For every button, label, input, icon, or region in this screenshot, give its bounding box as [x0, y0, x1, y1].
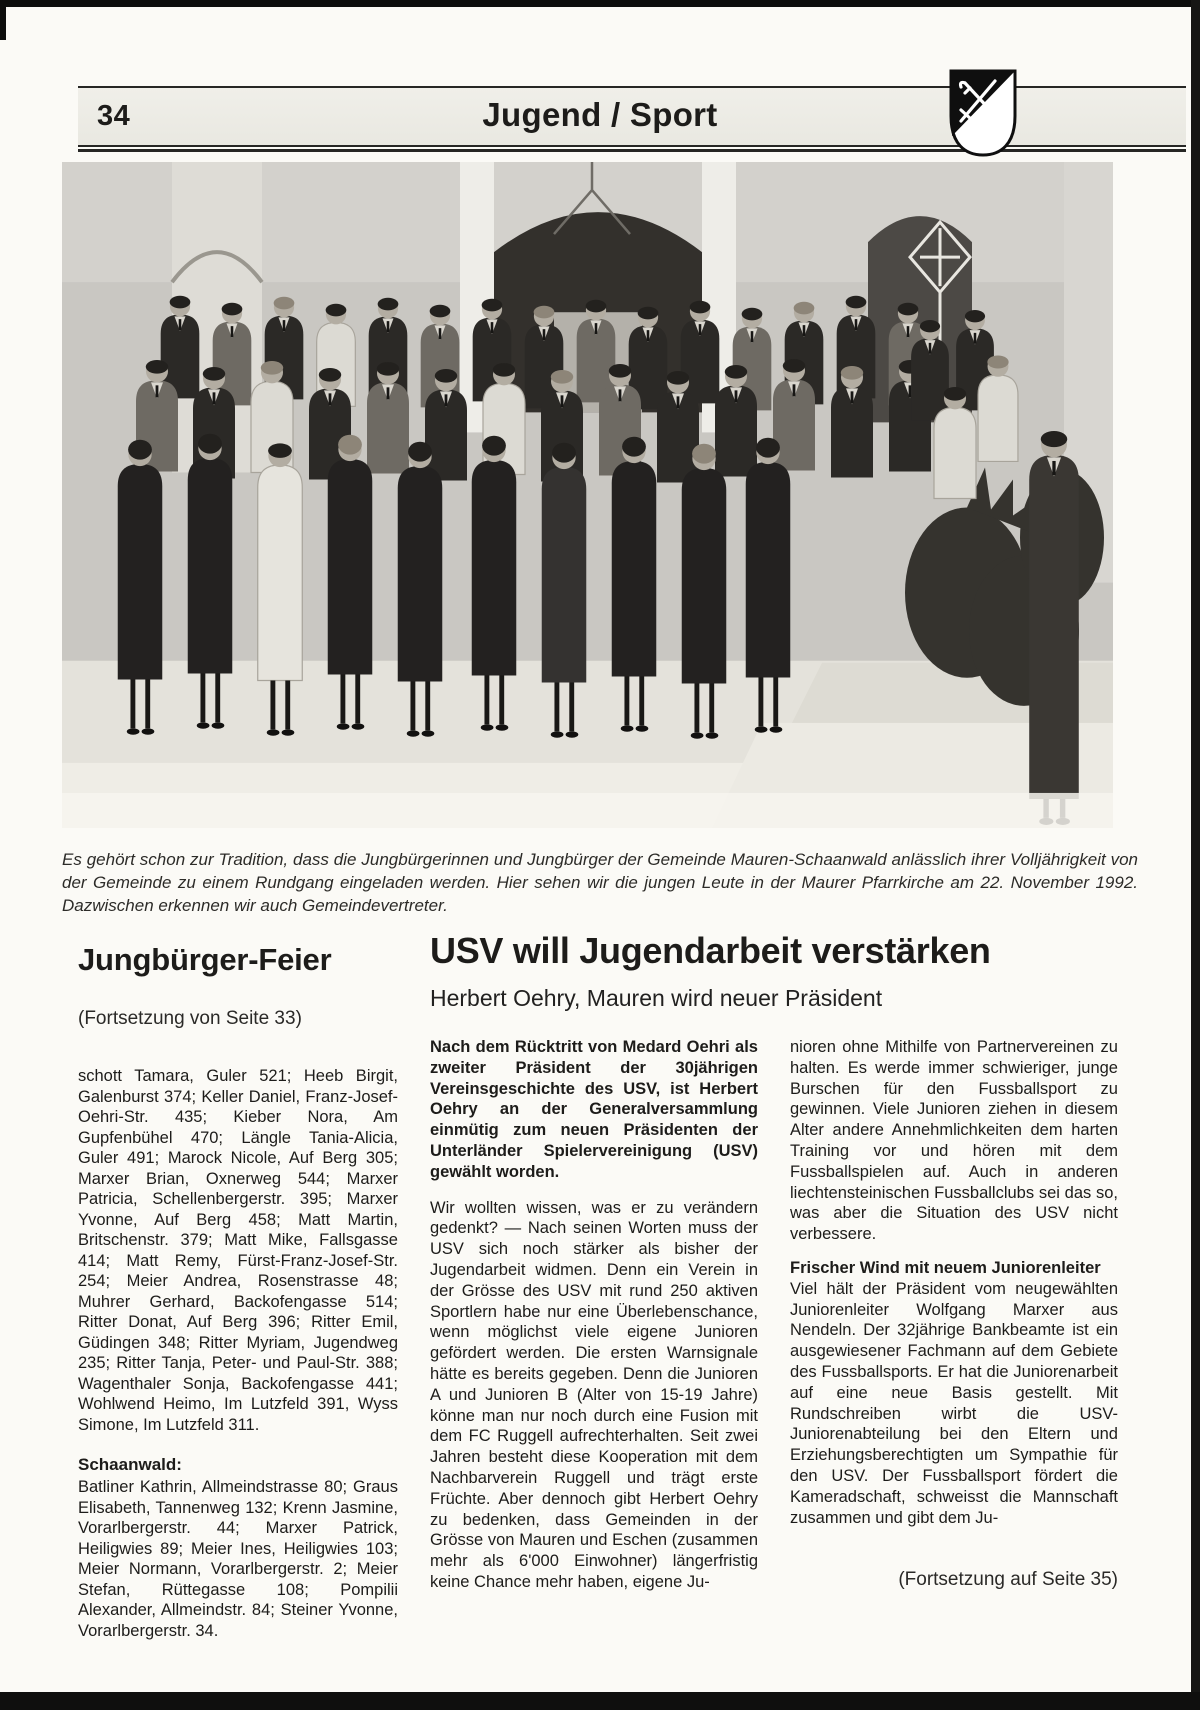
section-title: Jugend / Sport: [482, 96, 718, 133]
schaanwald-heading: Schaanwald:: [78, 1455, 182, 1474]
article-usv: [430, 930, 1118, 1593]
schaanwald-name-list: Batliner Kathrin, Allmeindstrasse 80; Graus Elisabeth, Tannenweg 132; Krenn Jasmine, Vorarlbergerstr. 44; Marxer Patrick, Heiligwies 89; Meier Ines, Heiligwies 103; Meier Normann, Vorarlbergerstr. 2; Meier Stefan, Rüttegasse 108; Pompilii Alexander, Allmeindstr. 84; Steiner Yvonne, Vorarlbergerstr. 34.: [78, 1478, 398, 1640]
photo-caption: Es gehört schon zur Tradition, dass die Jungbürgerinnen und Jungbürger der Gemeinde Mauren-Schaanwald anlässlich ihrer Volljährigkeit von der Gemeinde zu einem Rundgang eingeladen werden. Hier sehen wir die jungen Leute in der Maurer Pfarrkirche am 22. November 1992. Dazwischen erkennen wir auch Gemeindevertreter.: [62, 850, 1138, 915]
paragraph: Viel hält der Präsident vom neugewählten Juniorenleiter Wolfgang Marxer aus Nendeln. Der 32jährige Bankbeamte ist ein ausgewiesener Fachmann auf dem Gebiete des Fussballsports. Er hat die Juniorenarbeit auf eine neue Basis gestellt. Mit Rundschreiben wirbt die USV-Juniorenabteilung bei den Eltern und Erziehungsberechtigten um Sympathie für den USV. Der Fussballsport fördert die Kameradschaft, schweisst die Mannschaft zusammen und gibt dem Ju-: [790, 1279, 1118, 1527]
page-number: 34: [97, 100, 131, 132]
column-1: [430, 1037, 758, 1593]
lead-paragraph: Nach dem Rücktritt von Medard Oehri als zweiter Präsident der 30jährigen Vereinsgeschichte des USV, ist Herbert Oehry an der Generalversammlung einmütig zum neuen Präsidenten der Unterländer Spielervereinigung (USV) gewählt worden.: [430, 1038, 758, 1181]
headline: USV will Jugendarbeit verstärken: [430, 930, 991, 971]
article-title: Jungbürger-Feier: [78, 942, 332, 977]
paragraph: Wir wollten wissen, was er zu verändern gedenkt? — Nach seinen Worten muss der USV sich noch stärker als bisher der Jugendarbeit widmen. Denn ein Verein in der Grösse des USV mit rund 250 aktiven Sportlern habe nur eine Überlebenschance, wenn möglichst viele eigene Junioren gefördert werden. Die ersten Warnsignale hätte es bereits gegeben. Denn die Junioren A und Junioren B (Alter von 15-19 Jahre) könne man nur noch durch eine Fusion mit dem FC Ruggell aufrechterhalten. Seit zwei Jahren besteht diese Kooperation mit dem Nachbarverein Ruggell und trägt erste Früchte. Aber dennoch gibt Herbert Oehry zu bedenken, dass Gemeinden in der Grösse von Mauren und Eschen (zusammen mehr als 6'000 Einwohner) längerfristig keine Chance mehr haben, eigene Ju-: [430, 1198, 758, 1591]
paragraph: nioren ohne Mithilfe von Partnervereinen zu halten. Es werde immer schwieriger, junge Burschen für den Fussballsport zu gewinnen. Viele Junioren ziehen in diesem Alter andere Annehmlichkeiten dem harten Training vor und hören mit dem Fussballspielen auf. Auch in anderen liechtensteinischen Fussballclubs sei das so, was aber die Situation des USV nicht verbessere.: [790, 1038, 1118, 1244]
subheadline: Herbert Oehry, Mauren wird neuer Präsident: [430, 985, 883, 1011]
scan-edge-top: [0, 0, 1200, 7]
mauren-coat-of-arms-icon: [948, 68, 1018, 158]
scan-edge-top-left: [0, 0, 6, 40]
article-jungbuerger: [78, 942, 398, 1658]
scan-edge-bottom: [0, 1692, 1200, 1710]
subheading: Frischer Wind mit neuem Juniorenleiter: [790, 1258, 1101, 1277]
group-photo: [62, 162, 1113, 828]
continued-from-note: (Fortsetzung von Seite 33): [78, 1008, 302, 1029]
column-2: [790, 1037, 1118, 1593]
article-columns: [430, 1037, 1118, 1593]
scan-edge-right: [1191, 0, 1200, 1710]
continued-on-note: (Fortsetzung auf Seite 35): [898, 1569, 1118, 1591]
mauren-name-list: schott Tamara, Guler 521; Heeb Birgit, Galenburst 374; Keller Daniel, Franz-Josef-Oehri-Str. 435; Kieber Nora, Am Gupfenbühel 470; Längle Tania-Alicia, Guler 491; Marock Nicole, Auf Berg 305; Marxer Brian, Oxnerweg 544; Marxer Patricia, Schellenbergerstr. 395; Marxer Yvonne, Auf Berg 458; Matt Martin, Britschenstr. 379; Matt Mike, Fallsgasse 414; Matt Remy, Fürst-Franz-Josef-Str. 254; Meier Andrea, Rosenstrasse 48; Muhrer Gerhard, Backofengasse 514; Ritter Donat, Auf Berg 396; Ritter Emil, Güdingen 348; Ritter Myriam, Jugendweg 235; Ritter Tanja, Peter- und Paul-Str. 388; Wagenthaler Sonja, Backofengasse 441; Wohlwend Heimo, Im Lutzfeld 391, Wyss Simone, Im Lutzfeld 311.: [78, 1067, 398, 1434]
